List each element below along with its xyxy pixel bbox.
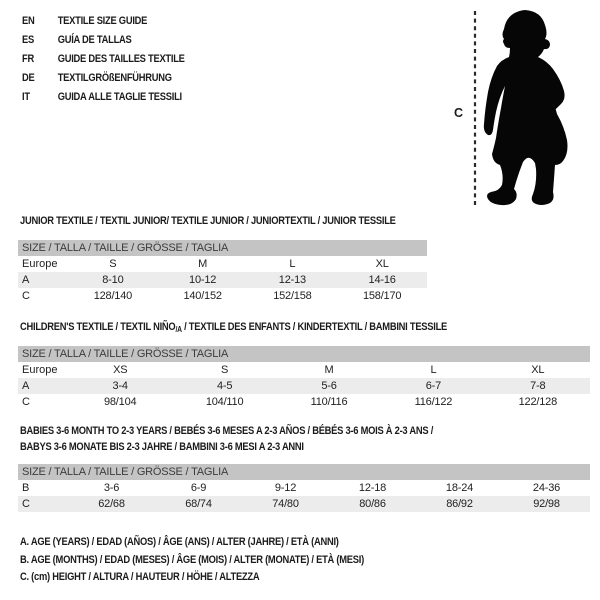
table-row-height — [18, 394, 590, 410]
size-cell: 14-16 — [368, 274, 396, 286]
language-code: EN — [22, 15, 35, 27]
footnote-height: C. (cm) HEIGHT / ALTURA / HAUTEUR / HÖHE / ALTEZZA — [20, 571, 260, 583]
size-cell: 62/68 — [98, 498, 125, 510]
size-cell: M — [324, 364, 334, 376]
row-label: A — [22, 380, 30, 392]
size-cell: 104/110 — [205, 396, 244, 408]
size-cell: L — [430, 364, 437, 376]
size-cell: 98/104 — [103, 396, 137, 408]
footnotes — [20, 534, 364, 587]
language-row — [22, 31, 185, 50]
section-title-children — [20, 319, 447, 338]
title-part: CHILDREN'S TEXTILE / TEXTIL NIÑO — [20, 321, 176, 333]
row-label: Europe — [22, 258, 58, 270]
table-row-age-months — [18, 480, 590, 496]
size-cell: 6-7 — [425, 380, 442, 392]
footnote-age-years: A. AGE (YEARS) / EDAD (AÑOS) / ÂGE (ANS) / ALTER (JAHRE) / ETÀ (ANNI) — [20, 536, 339, 548]
language-row — [22, 88, 185, 107]
size-cell: 92/98 — [533, 498, 560, 510]
size-cell: XL — [531, 364, 545, 376]
size-cell: 4-5 — [216, 380, 233, 392]
language-code: DE — [22, 72, 35, 84]
row-label: Europe — [22, 364, 58, 376]
title-line: BABYS 3-6 MONATE BIS 2-3 JAHRE / BAMBINI 3-6 MESI A 2-3 ANNI — [20, 441, 304, 453]
size-cell: 12-13 — [278, 274, 306, 286]
language-row — [22, 12, 185, 31]
junior-size-table — [18, 240, 427, 304]
size-cell: 6-9 — [190, 482, 207, 494]
language-title: TEXTILGRÖßENFÜHRUNG — [57, 72, 172, 84]
baby-silhouette-figure — [468, 4, 582, 210]
size-cell: 18-24 — [445, 482, 474, 494]
size-header-bar: SIZE / TALLA / TAILLE / GRÖSSE / TAGLIA — [18, 240, 427, 256]
size-cell: 80/86 — [359, 498, 386, 510]
size-cell: 68/74 — [185, 498, 212, 510]
size-cell: 24-36 — [532, 482, 561, 494]
size-cell: M — [198, 258, 208, 270]
size-cell: 5-6 — [321, 380, 337, 392]
language-title: TEXTILE SIZE GUIDE — [57, 15, 148, 27]
size-cell: L — [289, 258, 296, 270]
row-label: A — [22, 274, 30, 286]
row-label: C — [22, 396, 30, 408]
size-header-bar: SIZE / TALLA / TAILLE / GRÖSSE / TAGLIA — [18, 346, 590, 362]
footnote-age-months: B. AGE (MONTHS) / EDAD (MESES) / ÂGE (MOIS) / ALTER (MONATE) / ETÀ (MESI) — [20, 553, 364, 566]
table-row-europe — [18, 362, 590, 378]
size-cell: 9-12 — [274, 482, 297, 494]
title-subscript: /A — [175, 325, 182, 334]
size-cell: XL — [375, 258, 389, 270]
title-line: BABIES 3-6 MONTH TO 2-3 YEARS / BEBÉS 3-6 MESES A 2-3 AÑOS / BÉBÉS 3-6 MOIS À 2-3 ANS / — [20, 425, 434, 437]
size-cell: 140/152 — [183, 290, 222, 302]
size-cell: 74/80 — [272, 498, 299, 510]
title-part: / TEXTILE DES ENFANTS / KINDERTEXTIL / BAMBINI TESSILE — [181, 321, 448, 333]
language-row — [22, 50, 185, 69]
size-cell: 158/170 — [362, 290, 402, 302]
table-row-age — [18, 378, 590, 394]
row-label: B — [22, 482, 30, 494]
row-label: C — [22, 290, 30, 302]
size-cell: 116/122 — [414, 396, 453, 408]
language-code: FR — [22, 53, 34, 65]
language-code: IT — [22, 91, 30, 103]
size-cell: 3-4 — [112, 380, 128, 392]
table-row-age — [18, 272, 427, 288]
size-cell: 128/140 — [93, 290, 133, 302]
babies-size-table — [18, 464, 590, 512]
size-cell: 110/116 — [310, 396, 348, 408]
language-list — [22, 12, 185, 107]
size-cell: XS — [113, 364, 128, 376]
row-label: C — [22, 498, 30, 510]
table-row-height — [18, 496, 590, 512]
size-cell: 122/128 — [518, 396, 558, 408]
language-code: ES — [22, 34, 34, 46]
size-cell: 8-10 — [102, 274, 124, 286]
section-title-babies — [20, 423, 433, 455]
size-cell: S — [109, 258, 117, 270]
table-row-height — [18, 288, 427, 304]
size-cell: 7-8 — [530, 380, 546, 392]
size-cell: 12-18 — [358, 482, 387, 494]
height-measure-label: C — [454, 106, 464, 120]
size-cell: 152/158 — [273, 290, 312, 302]
language-row — [22, 69, 185, 88]
baby-silhouette — [484, 10, 568, 205]
size-cell: 3-6 — [103, 482, 120, 494]
children-size-table — [18, 346, 590, 410]
size-cell: S — [221, 364, 229, 376]
size-cell: 86/92 — [446, 498, 473, 510]
size-cell: 10-12 — [189, 274, 217, 286]
language-title: GUIDA ALLE TAGLIE TESSILI — [57, 91, 182, 103]
language-title: GUÍA DE TALLAS — [57, 34, 132, 46]
section-title-junior: JUNIOR TEXTILE / TEXTIL JUNIOR/ TEXTILE JUNIOR / JUNIORTEXTIL / JUNIOR TESSILE — [20, 215, 396, 227]
size-header-bar: SIZE / TALLA / TAILLE / GRÖSSE / TAGLIA — [18, 464, 590, 480]
table-row-europe — [18, 256, 427, 272]
language-title: GUIDE DES TAILLES TEXTILE — [57, 53, 185, 65]
